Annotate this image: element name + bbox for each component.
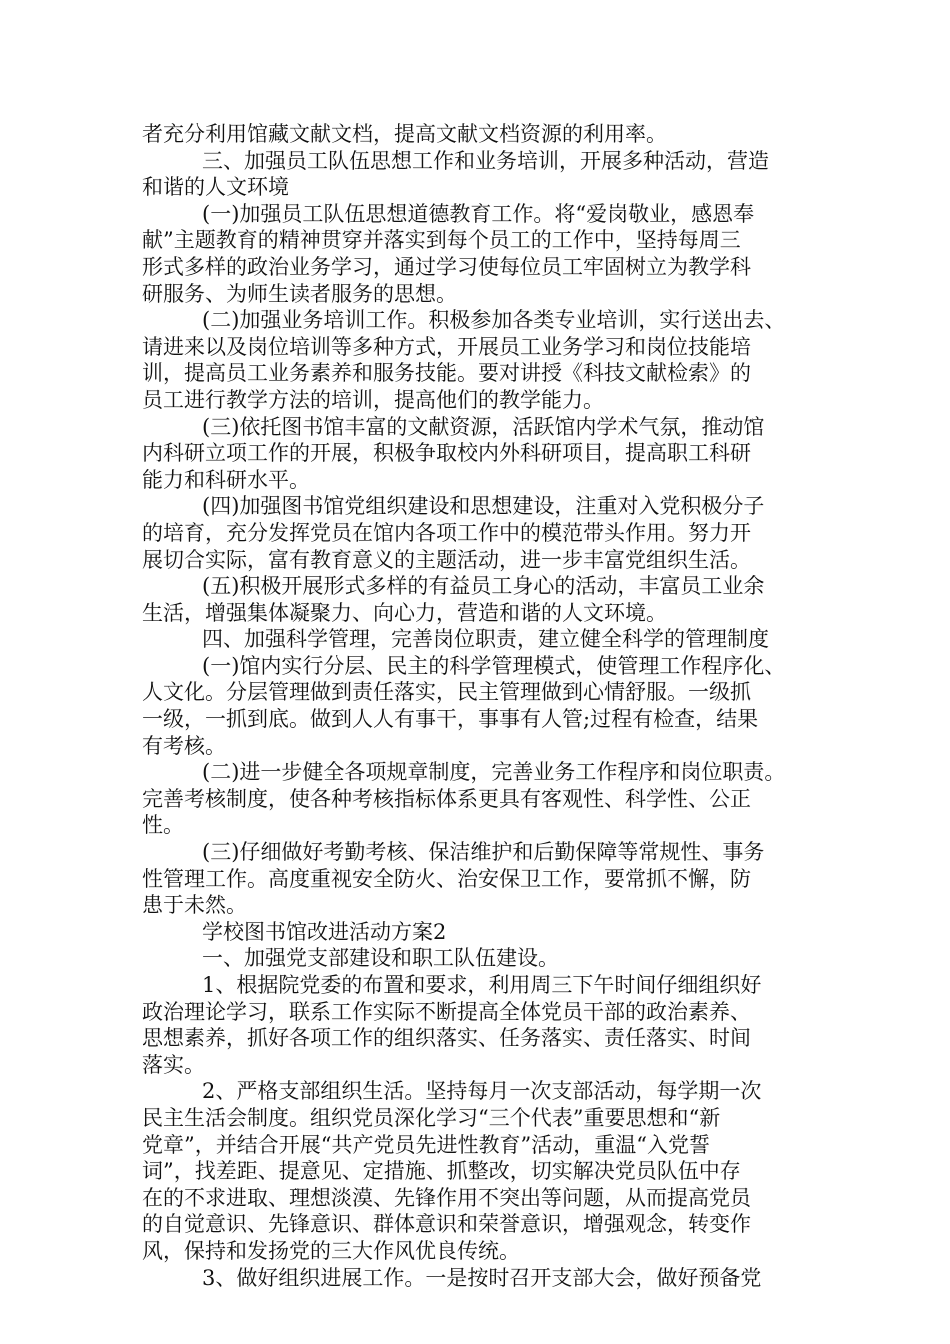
text-line: 思想素养，抓好各项工作的组织落实、任务落实、责任落实、时间 [142,1026,751,1051]
text-line: 员工进行教学方法的培训，提高他们的教学能力。 [142,387,604,412]
text-line: 训，提高员工业务素养和服务技能。要对讲授《科技文献检索》的 [142,361,751,386]
text-line: (三)依托图书馆丰富的文献资源，活跃馆内学术气氛，推动馆 [202,414,765,439]
text-line: (五)积极开展形式多样的有益员工身心的活动，丰富员工业余 [202,574,765,599]
text-line: 一、加强党支部建设和职工队伍建设。 [202,946,559,971]
text-line: 2、严格支部组织生活。坚持每月一次支部活动，每学期一次 [202,1079,762,1104]
text-line: 的培育，充分发挥党员在馆内各项工作中的模范带头作用。努力开 [142,520,751,545]
text-line: 能力和科研水平。 [142,467,310,492]
text-line: 三、加强员工队伍思想工作和业务培训，开展多种活动，营造 [202,148,769,173]
text-line: 患于未然。 [142,893,247,918]
text-line: 党章”，并结合开展“共产党员先进性教育”活动，重温“入党誓 [142,1132,710,1157]
text-line: 1、根据院党委的布置和要求，利用周三下午时间仔细组织好 [202,973,762,997]
text-line: 词”，找差距、提意见、定措施、抓整改，切实解决党员队伍中存 [142,1159,741,1184]
text-line: 展切合实际，富有教育意义的主题活动，进一步丰富党组织生活。 [142,547,751,572]
text-line: 生活，增强集体凝聚力、向心力，营造和谐的人文环境。 [142,600,667,625]
text-line: 民主生活会制度。组织党员深化学习“三个代表”重要思想和“新 [142,1105,721,1130]
text-line: 献”主题教育的精神贯穿并落实到每个员工的工作中，坚持每周三 [142,228,741,253]
text-line: 四、加强科学管理，完善岗位职责，建立健全科学的管理制度 [202,627,769,652]
text-line: 学校图书馆改进活动方案2 [202,919,447,944]
document-body [142,121,822,1291]
text-line: 落实。 [142,1052,205,1077]
text-line: 在的不求进取、理想淡漠、先锋作用不突出等问题，从而提高党员 [142,1185,751,1210]
text-line: 的自觉意识、先锋意识、群体意识和荣誉意识，增强观念，转变作 [142,1212,751,1237]
text-line: 性。 [142,813,184,838]
text-line: (一)馆内实行分层、民主的科学管理模式，使管理工作程序化、 [202,653,786,678]
text-line: 形式多样的政治业务学习，通过学习使每位员工牢固树立为教学科 [142,254,751,279]
text-line: 完善考核制度，使各种考核指标体系更具有客观性、科学性、公正 [142,786,751,811]
text-line: 3、做好组织进展工作。一是按时召开支部大会，做好预备党 [202,1265,762,1290]
text-line: 请进来以及岗位培训等多种方式，开展员工业务学习和岗位技能培 [142,334,751,359]
text-line: (二)进一步健全各项规章制度，完善业务工作程序和岗位职责。 [202,760,786,785]
text-line: (四)加强图书馆党组织建设和思想建设，注重对入党积极分子 [202,494,765,519]
text-line: (一)加强员工队伍思想道德教育工作。将“爱岗敬业，感恩奉 [202,201,755,226]
text-line: (二)加强业务培训工作。积极参加各类专业培训，实行送出去、 [202,308,786,333]
text-line: 风，保持和发扬党的三大作风优良传统。 [142,1238,520,1263]
text-line: (三)仔细做好考勤考核、保洁维护和后勤保障等常规性、事务 [202,840,765,865]
text-line: 者充分利用馆藏文献文档，提高文献文档资源的利用率。 [142,122,667,146]
text-line: 一级，一抓到底。做到人人有事干，事事有人管;过程有检查，结果 [142,707,759,732]
text-line: 政治理论学习，联系工作实际不断提高全体党员干部的政治素养、 [142,999,751,1024]
text-line: 有考核。 [142,733,226,758]
text-line: 内科研立项工作的开展，积极争取校内外科研项目，提高职工科研 [142,441,751,466]
text-line: 性管理工作。高度重视安全防火、治安保卫工作，要常抓不懈，防 [142,866,751,891]
text-line: 人文化。分层管理做到责任落实，民主管理做到心情舒服。一级抓 [142,680,751,705]
text-line: 研服务、为师生读者服务的思想。 [142,281,457,306]
text-line: 和谐的人文环境 [142,175,289,200]
